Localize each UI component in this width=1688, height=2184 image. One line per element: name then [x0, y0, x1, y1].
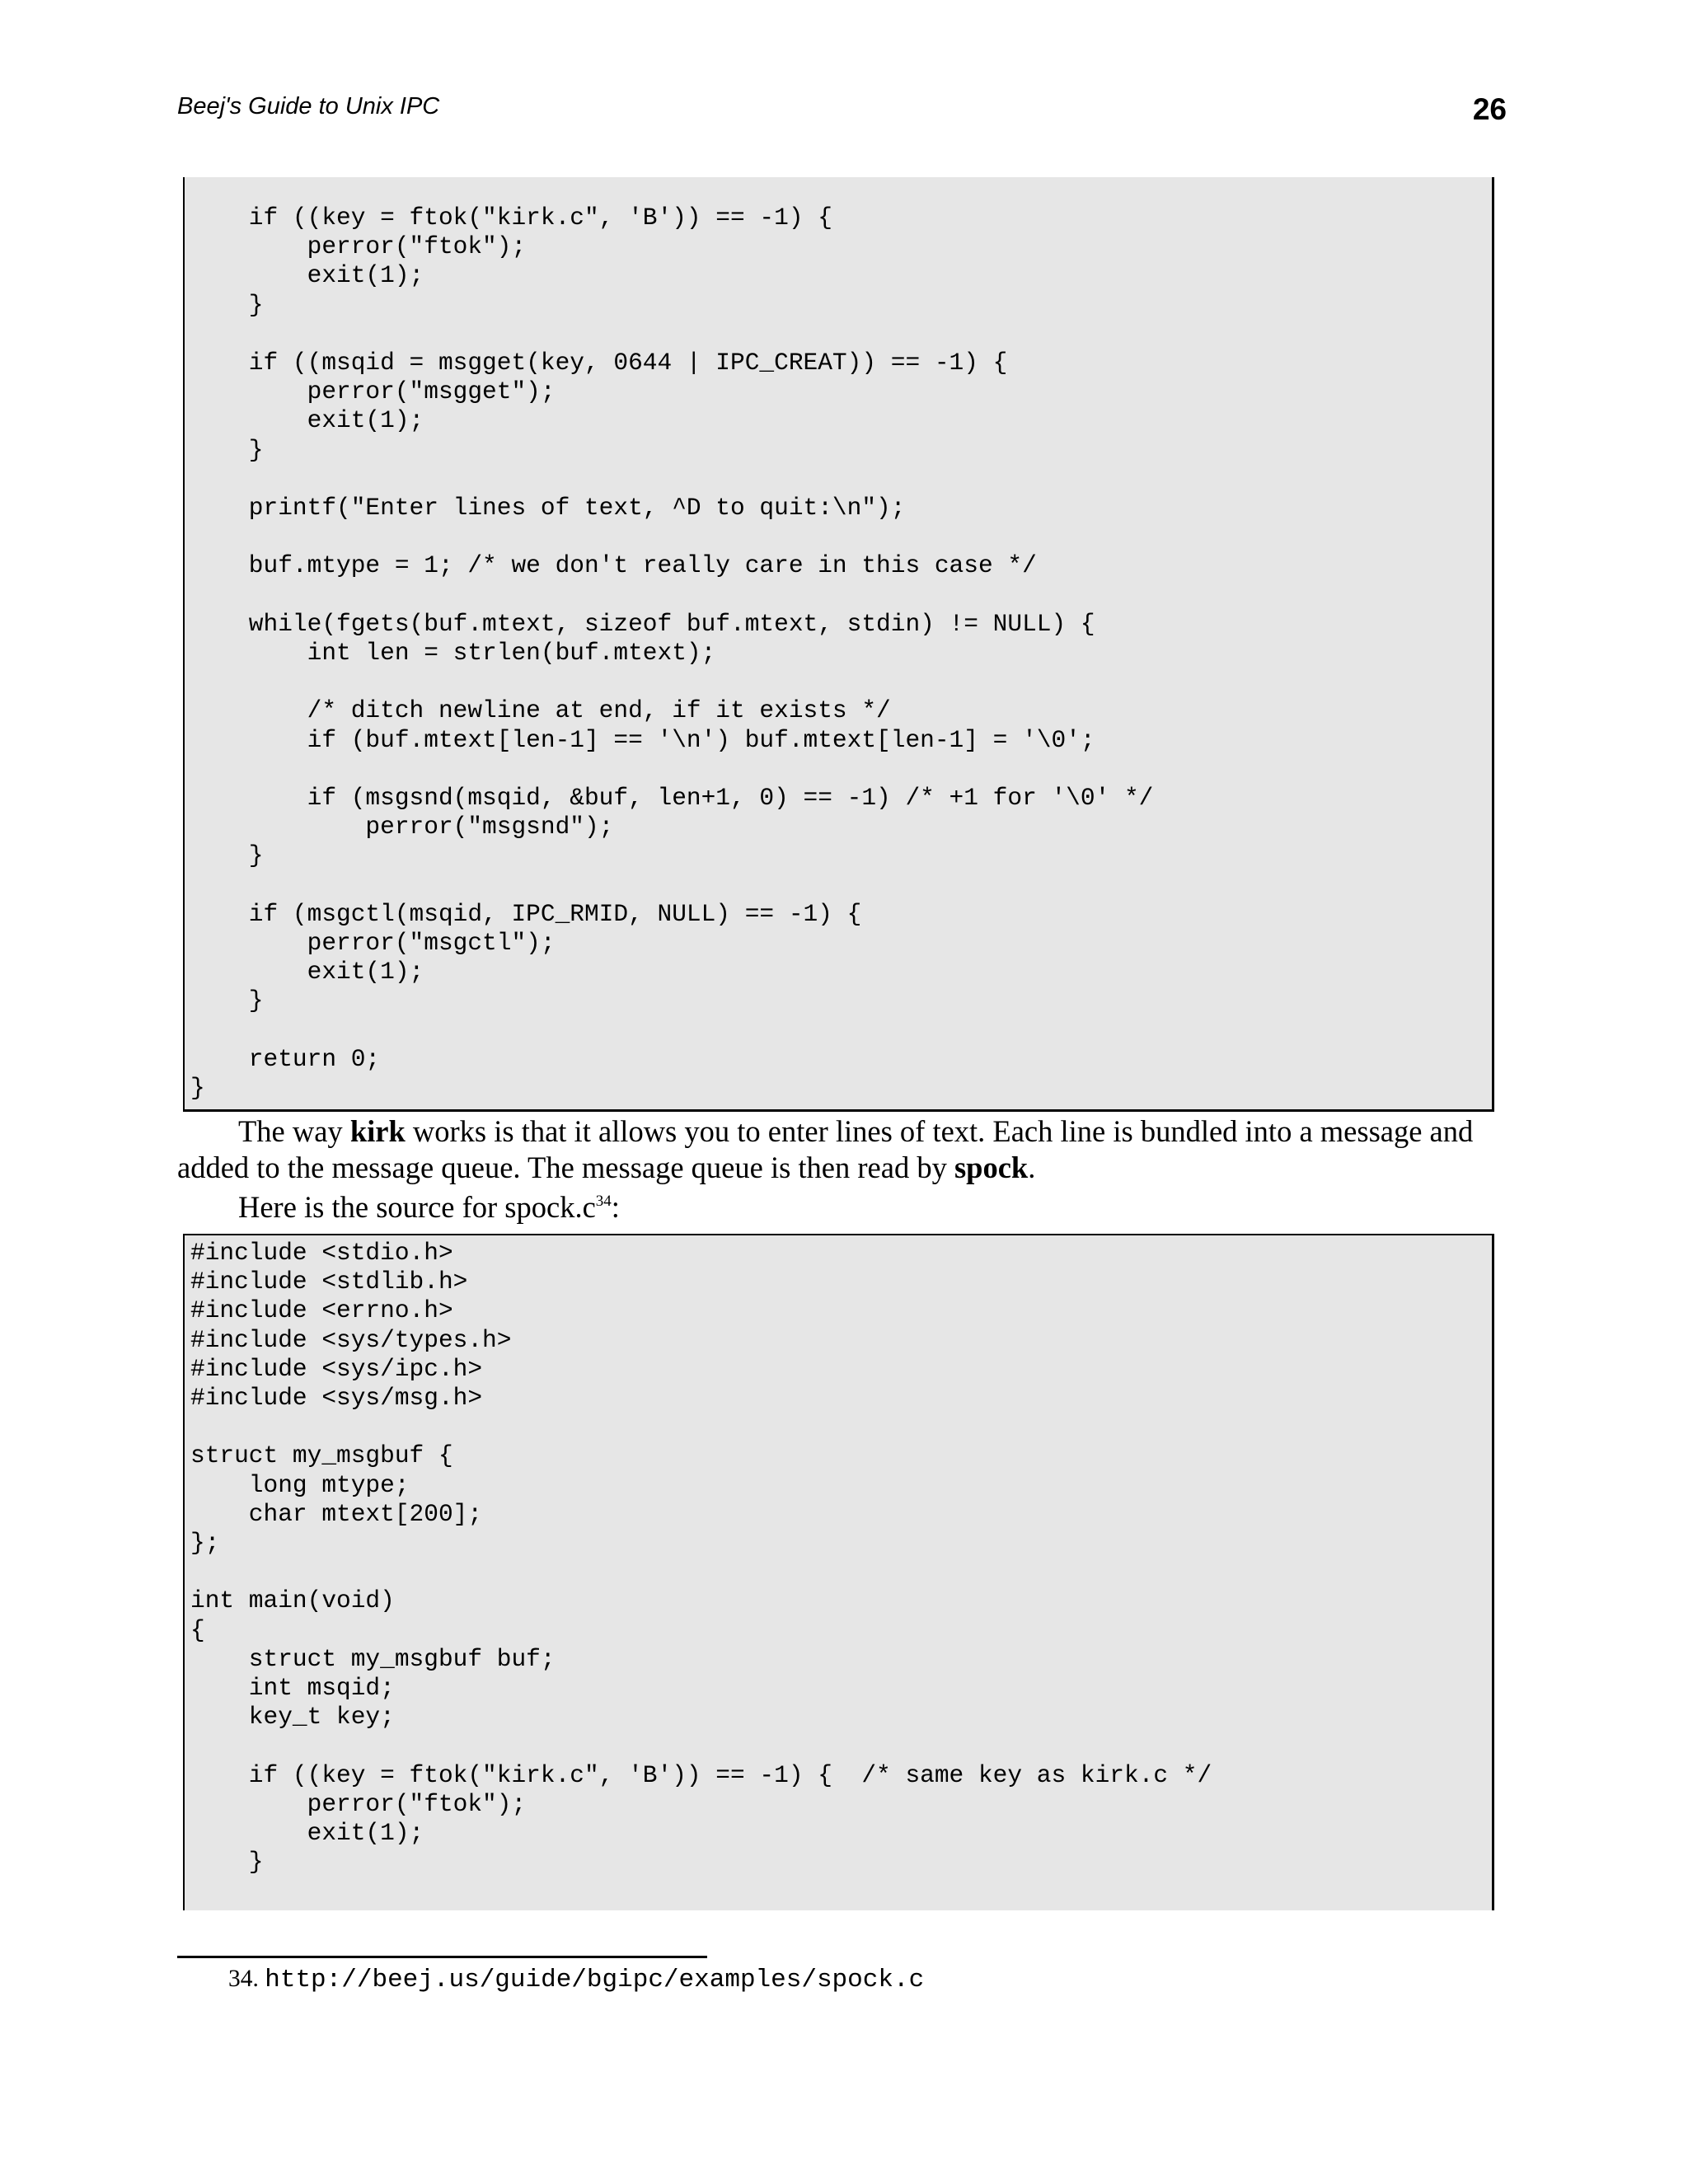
page-number: 26: [1472, 92, 1507, 126]
code-listing-kirk-continued: [183, 177, 1494, 1112]
footnote-number: 34.: [228, 1966, 259, 1992]
paragraph-spock-source-intro: [177, 1189, 1496, 1226]
running-head-title: Beej's Guide to Unix IPC: [177, 93, 440, 120]
paragraph-kirk-description: [177, 1113, 1496, 1186]
program-name-kirk: kirk: [349, 1114, 406, 1148]
program-name-spock: spock: [954, 1151, 1029, 1184]
paragraph-text: works is that it allows you to enter lines of text. Each line is bundled into a message and added to the message queue. The message queue is then read by: [177, 1114, 1474, 1184]
paragraph-text: The way: [238, 1114, 350, 1148]
footnote-url-link[interactable]: http://beej.us/guide/bgipc/examples/spock.c: [265, 1966, 925, 1994]
footnote: [228, 1963, 924, 1996]
paragraph-text: Here is the source for spock.c: [238, 1190, 596, 1224]
code-listing-spock: [183, 1234, 1494, 1910]
footnote-divider: [177, 1956, 707, 1958]
paragraph-text: :: [611, 1190, 620, 1224]
code-text: #include <stdio.h> #include <stdlib.h> #include <errno.h> #include <sys/types.h> #include <sys/ipc.h> #include <sys/msg.h> struct my_msgbuf { long mtype; char mtext[200]; }; int main(void) { struct my_msgbuf buf; int msqid; key_t key; if ((key = ftok("kirk.c", 'B')) == -1) { /* same key as kirk.c */ perror("ftok"); exit(1); }: [190, 1239, 1212, 1877]
footnote-reference[interactable]: 34: [595, 1193, 612, 1210]
code-text: if ((key = ftok("kirk.c", 'B')) == -1) { perror("ftok"); exit(1); } if ((msqid = msgget(key, 0644 | IPC_CREAT)) == -1) { perror("msgget"); exit(1); } printf("Enter lines of text, ^D to quit:\n"); buf.mtype = 1; /* we don't really care in this case */ while(fgets(buf.mtext, sizeof buf.mtext, stdin) != NULL) { int len = strlen(buf.mtext); /* ditch newline at end, if it exists */ if (buf.mtext[len-1] == '\n') buf.mtext[len-1] = '\0'; if (msgsnd(msqid, &buf, len+1, 0) == -1) /* +1 for '\0' */ perror("msgsnd"); } if (msgctl(msqid, IPC_RMID, NULL) == -1) { perror("msgctl"); exit(1); } return 0; }: [190, 204, 1154, 1103]
paragraph-text: .: [1028, 1151, 1036, 1184]
